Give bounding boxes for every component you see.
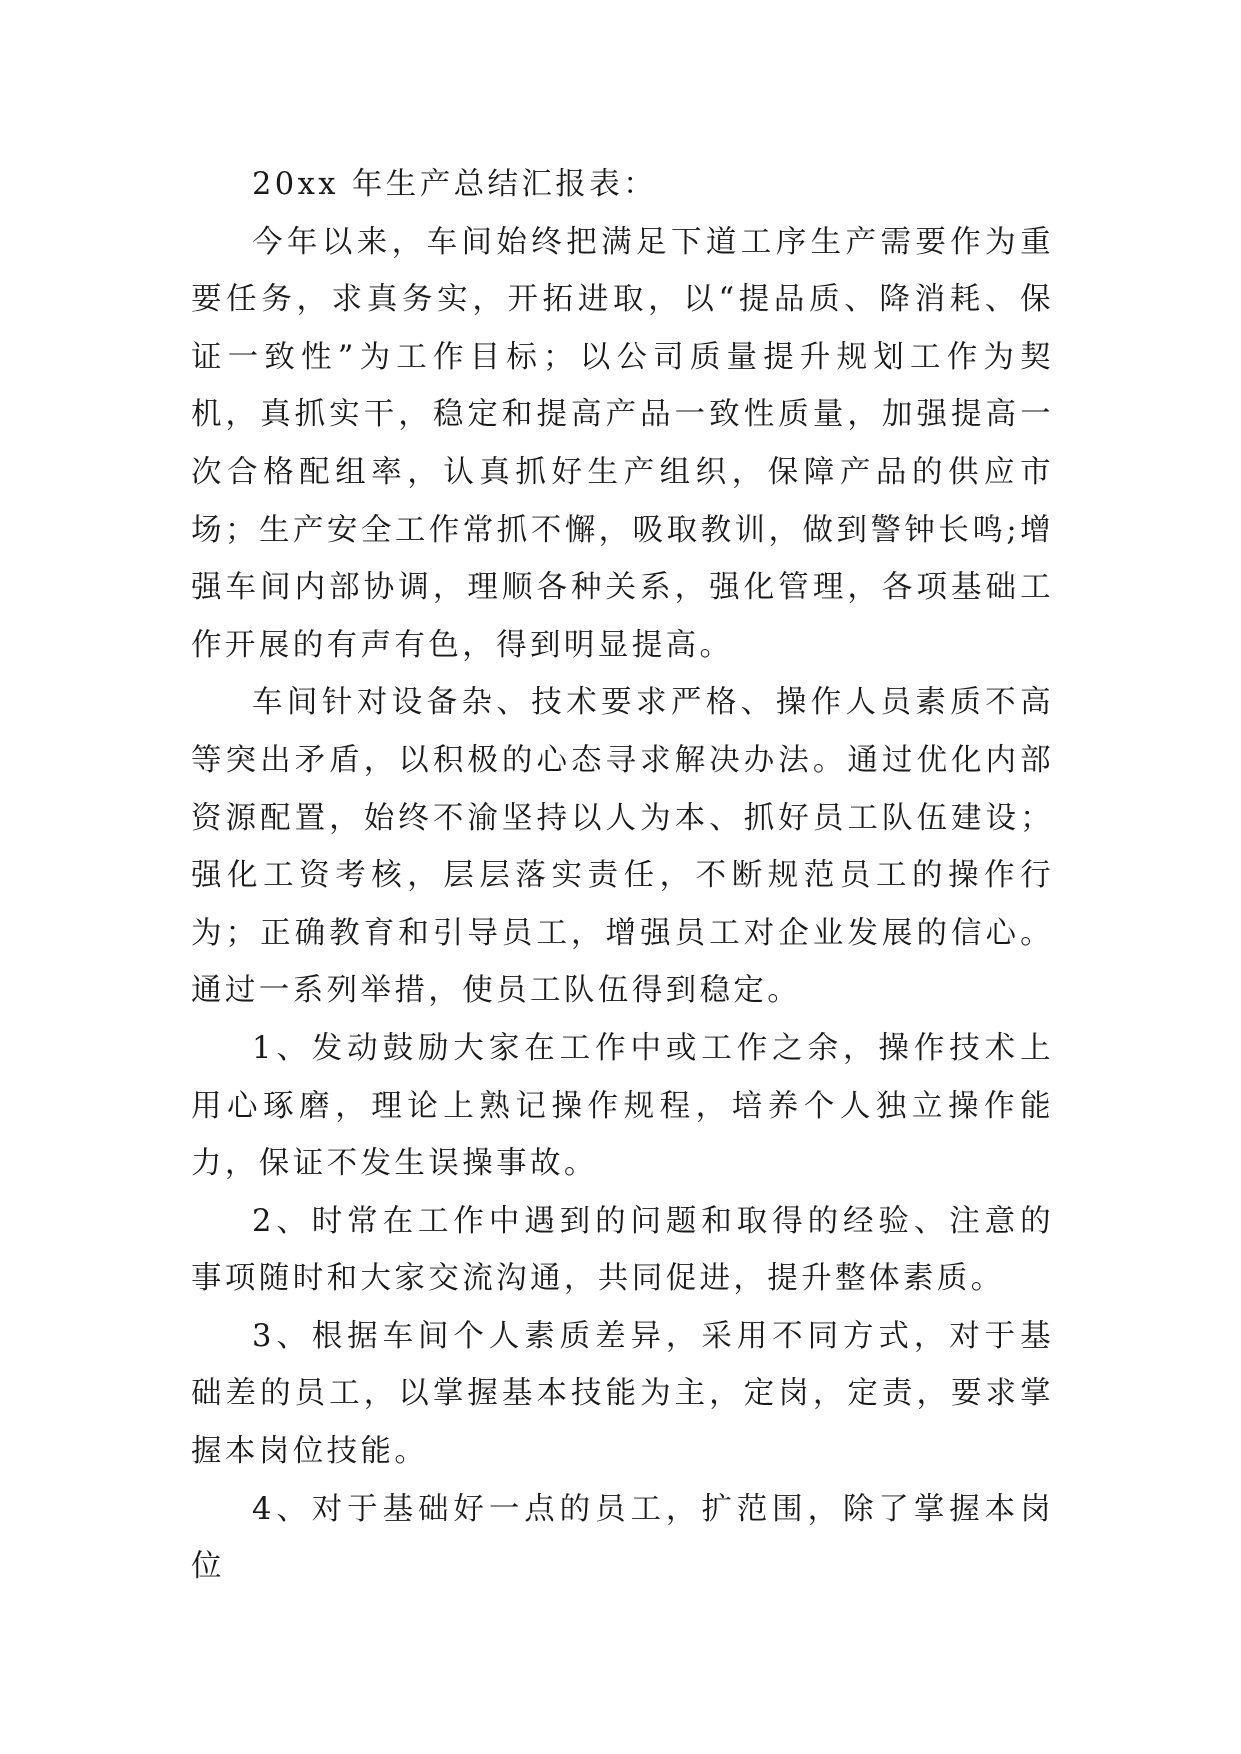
list-item-2: 2、时常在工作中遇到的问题和取得的经验、注意的事项随时和大家交流沟通，共同促进，提升整体素质。 — [191, 1203, 1054, 1297]
list-item-1: 1、发动鼓励大家在工作中或工作之余，操作技术上用心琢磨，理论上熟记操作规程，培养个人独立操作能力，保证不发生误操事故。 — [191, 1030, 1054, 1182]
list-item-3: 3、根据车间个人素质差异，采用不同方式，对于基础差的员工，以掌握基本技能为主，定岗，定责，要求掌握本岗位技能。 — [191, 1318, 1054, 1470]
document-body — [191, 156, 1054, 1596]
paragraph-workforce: 车间针对设备杂、技术要求严格、操作人员素质不高等突出矛盾，以积极的心态寻求解决办法。通过优化内部资源配置，始终不渝坚持以人为本、抓好员工队伍建设；强化工资考核，层层落实责任，不断规范员工的操作行为；正确教育和引导员工，增强员工对企业发展的信心。通过一系列举措，使员工队伍得到稳定。 — [191, 685, 1054, 1009]
list-item-4: 4、对于基础好一点的员工，扩范围，除了掌握本岗位 — [191, 1491, 1054, 1585]
document-title: 20xx 年生产总结汇报表： — [252, 167, 658, 202]
paragraph-intro: 今年以来，车间始终把满足下道工序生产需要作为重要任务，求真务实，开拓进取，以“提品质、降消耗、保证一致性”为工作目标；以公司质量提升规划工作为契机，真抓实干，稳定和提高产品一致性质量，加强提高一次合格配组率，认真抓好生产组织，保障产品的供应市场；生产安全工作常抓不懈，吸取教训，做到警钟长鸣;增强车间内部协调，理顺各种关系，强化管理，各项基础工作开展的有声有色，得到明显提高。 — [191, 224, 1054, 663]
